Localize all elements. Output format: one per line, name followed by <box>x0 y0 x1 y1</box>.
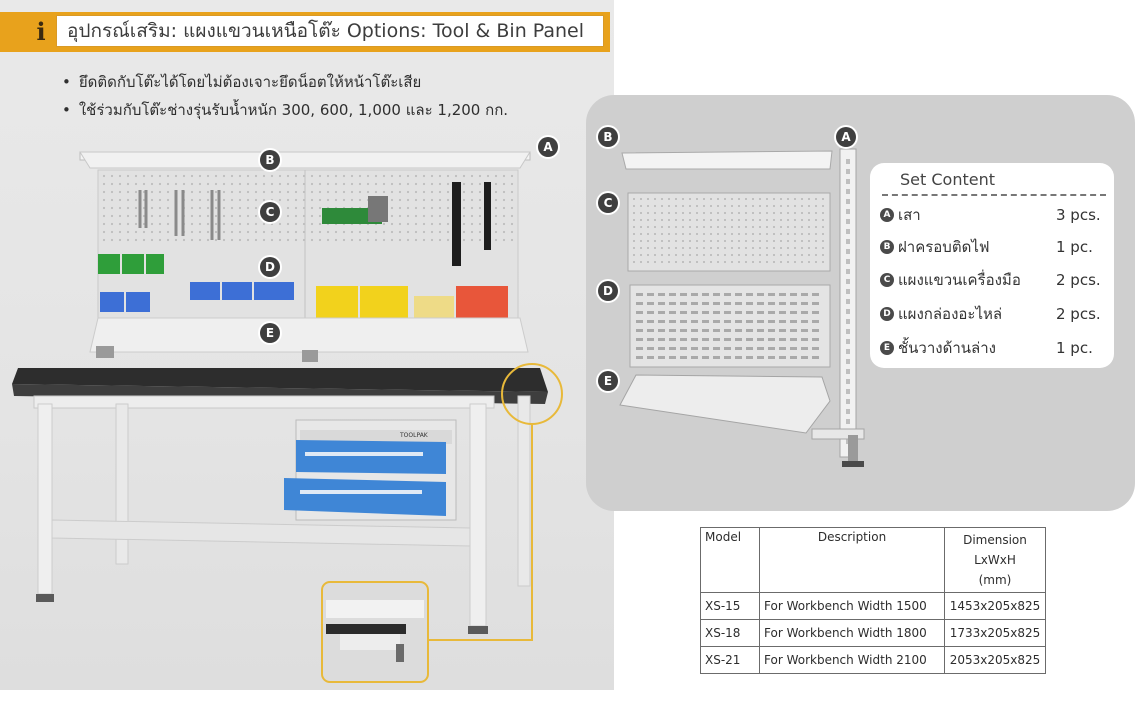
bottom-shelf <box>90 318 528 352</box>
set-content-row <box>880 203 1112 227</box>
red-bin <box>456 286 508 322</box>
yellow-bins <box>316 286 408 322</box>
photo-label-e: E <box>260 323 280 343</box>
set-item-qty: 3 pcs. <box>1056 206 1101 224</box>
diagram-label-b: B <box>598 127 618 147</box>
title-banner <box>0 12 610 52</box>
diagram-label-c: C <box>598 193 618 213</box>
dimension-header-line: (mm) <box>978 573 1012 587</box>
front-right-leg <box>470 404 486 626</box>
dimension-cell: 1733x205x825 <box>945 620 1046 647</box>
letter-c-icon: C <box>880 273 894 287</box>
set-content-title: Set Content <box>900 170 995 189</box>
table-row <box>701 647 1046 674</box>
set-item-name: ฝาครอบติดไฟ <box>898 238 990 256</box>
diagram-label-d: D <box>598 281 618 301</box>
photo-label-a: A <box>538 137 558 157</box>
letter-a-icon: A <box>880 208 894 222</box>
description-cell: For Workbench Width 2100 <box>760 647 945 674</box>
spec-table <box>700 527 1046 674</box>
title-box <box>56 15 604 47</box>
front-left-leg <box>38 404 52 594</box>
foot-rail <box>52 520 470 546</box>
lower-drawer <box>284 478 446 516</box>
spec-table-header-row <box>701 528 1046 593</box>
feature-list <box>62 68 508 124</box>
photo-label-d: D <box>260 257 280 277</box>
diagram-bin-panel <box>630 285 830 367</box>
diagram-bottom-shelf <box>620 375 830 433</box>
photo-label-c: C <box>260 202 280 222</box>
dimension-cell: 1453x205x825 <box>945 593 1046 620</box>
column-header-dimension <box>945 528 1046 593</box>
apron <box>34 396 494 408</box>
set-item-name: แผงกล่องอะไหล่ <box>898 305 1003 323</box>
set-item-qty: 1 pc. <box>1056 339 1093 357</box>
set-item-name: แผงแขวนเครื่องมือ <box>898 271 1021 289</box>
page-title: อุปกรณ์เสริม: แผงแขวนเหนือโต๊ะ Options: Tool & Bin Panel <box>67 20 585 42</box>
letter-b-icon: B <box>880 240 894 254</box>
feature-item: • ใช้ร่วมกับโต๊ะช่างรุ่นรับน้ำหนัก 300, 600, 1,000 และ 1,200 กก. <box>62 96 508 124</box>
set-content-row <box>880 235 1112 259</box>
dimension-cell: 2053x205x825 <box>945 647 1046 674</box>
description-cell: For Workbench Width 1800 <box>760 620 945 647</box>
green-bins <box>98 254 164 274</box>
table-row <box>701 593 1046 620</box>
diagram-light-cover <box>622 151 832 169</box>
description-cell: For Workbench Width 1500 <box>760 593 945 620</box>
diagram-post-holes <box>846 159 850 444</box>
feature-item: • ยึดติดกับโต๊ะได้โดยไม่ต้องเจาะยึดน็อตให้หน้าโต๊ะเสีย <box>62 68 508 96</box>
rear-left-leg <box>116 404 128 564</box>
diagram-pegboard <box>628 193 830 271</box>
diagram-label-e: E <box>598 371 618 391</box>
table-row <box>701 620 1046 647</box>
upper-drawer <box>296 440 446 474</box>
model-cell: XS-21 <box>701 647 760 674</box>
set-content-row <box>880 302 1112 326</box>
letter-d-icon: D <box>880 307 894 321</box>
diagram-label-a: A <box>836 127 856 147</box>
letter-e-icon: E <box>880 341 894 355</box>
model-cell: XS-18 <box>701 620 760 647</box>
model-cell: XS-15 <box>701 593 760 620</box>
set-content-box <box>870 163 1114 368</box>
info-icon: i <box>36 17 46 46</box>
set-item-name: เสา <box>898 206 921 224</box>
photo-label-b: B <box>260 150 280 170</box>
set-item-name: ชั้นวางด้านล่าง <box>898 339 996 357</box>
set-item-qty: 2 pcs. <box>1056 305 1101 323</box>
set-content-row <box>880 336 1112 360</box>
dashed-divider <box>882 194 1106 196</box>
set-content-row <box>880 268 1112 292</box>
dimension-header-line: Dimension <box>963 533 1027 547</box>
drawer-brand-label: TOOLPAK <box>400 432 428 439</box>
set-item-qty: 1 pc. <box>1056 238 1093 256</box>
column-header-description: Description <box>760 528 945 593</box>
column-header-model: Model <box>701 528 760 593</box>
set-item-qty: 2 pcs. <box>1056 271 1101 289</box>
dimension-header-line: LxWxH <box>974 553 1016 567</box>
